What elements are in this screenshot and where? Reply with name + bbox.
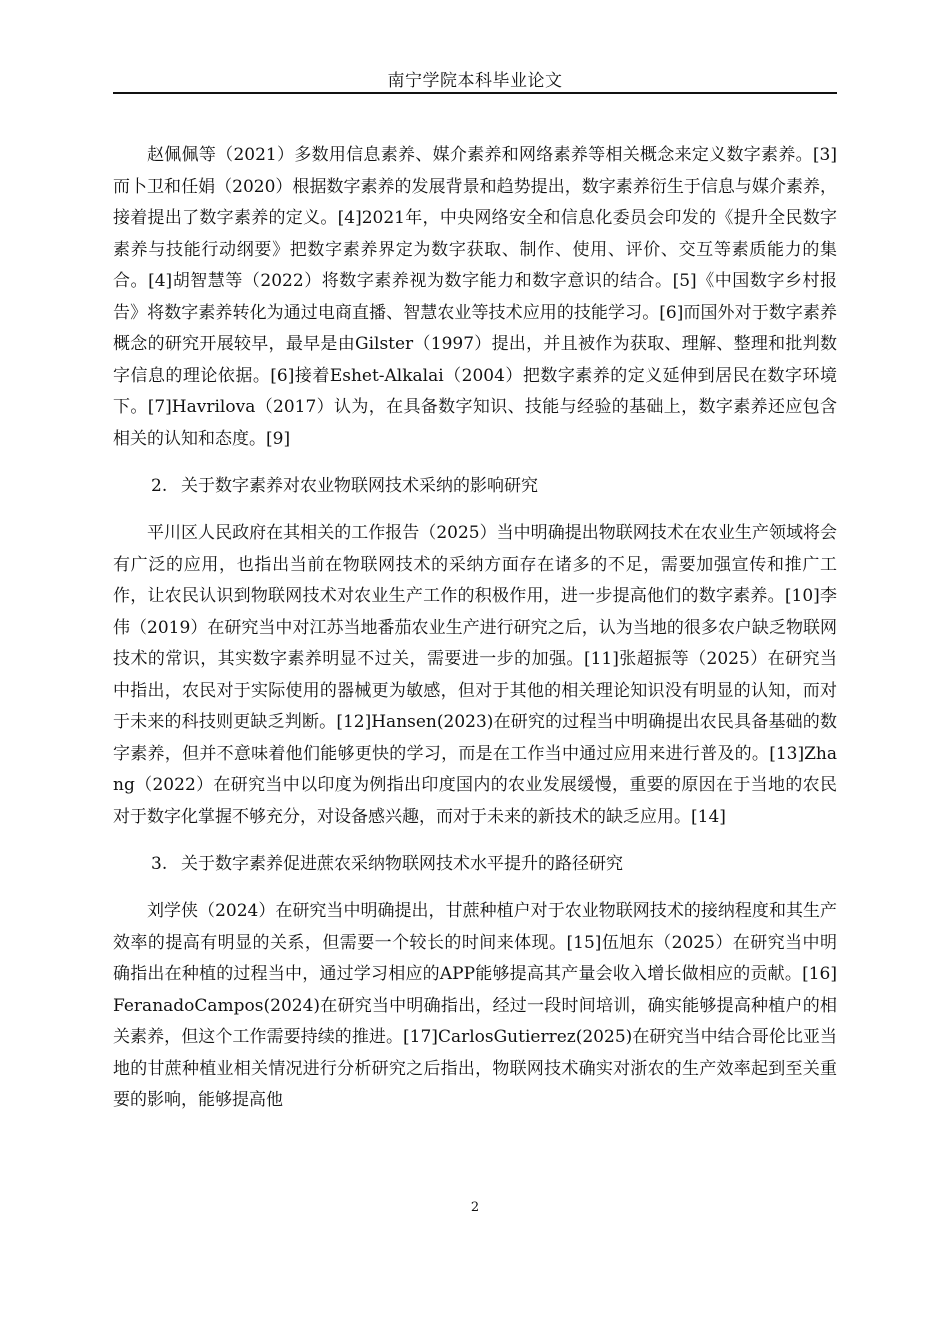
body-paragraph: 刘学侠（2024）在研究当中明确提出，甘蔗种植户对于农业物联网技术的接纳程度和其生产效率的提高有明显的关系，但需要一个较长的时间来体现。[15]伍旭东（2025）在研究当中明确指出在种植的过程当中，通过学习相应的APP能够提高其产量会收入增长做相应的贡献。[16]FeranadoCampos(2024)在研究当中明确指出，经过一段时间培训，确实能够提高种植户的相关素养，但这个工作需要持续的推进。[17]CarlosGutierrez(2025)在研究当中结合哥伦比亚当地的甘蔗种植业相关情况进行分析研究之后指出，物联网技术确实对浙农的生产效率起到至关重要的影响，能够提高他 xyxy=(113,901,837,1110)
section-number: 3. xyxy=(151,853,168,874)
section-number: 2. xyxy=(151,475,168,496)
section-heading-text: 关于数字素养对农业物联网技术采纳的影响研究 xyxy=(181,475,538,496)
body-paragraph: 平川区人民政府在其相关的工作报告（2025）当中明确提出物联网技术在农业生产领域将会有广泛的应用，也指出当前在物联网技术的采纳方面存在诸多的不足，需要加强宣传和推广工作，让农民认识到物联网技术对农业生产工作的积极作用，进一步提高他们的数字素养。[10]李伟（2019）在研究当中对江苏当地番茄农业生产进行研究之后，认为当地的很多农户缺乏物联网技术的常识，其实数字素养明显不过关，需要进一步的加强。[11]张超振等（2025）在研究当中指出，农民对于实际使用的器械更为敏感，但对于其他的相关理论知识没有明显的认知，而对于未来的科技则更缺乏判断。[12]Hansen(2023)在研究的过程当中明确提出农民具备基础的数字素养，但并不意味着他们能够更快的学习，而是在工作当中通过应用来进行普及的。[13]Zhang（2022）在研究当中以印度为例指出印度国内的农业发展缓慢，重要的原因在于当地的农民对于数字化掌握不够充分，对设备感兴趣，而对于未来的新技术的缺乏应用。[14] xyxy=(113,523,837,827)
section-heading-text: 关于数字素养促进蔗农采纳物联网技术水平提升的路径研究 xyxy=(181,853,623,874)
document-body xyxy=(113,140,837,1117)
section-heading xyxy=(113,455,837,518)
page-header-title: 南宁学院本科毕业论文 xyxy=(387,71,563,91)
header-divider xyxy=(113,92,837,94)
page-number: 2 xyxy=(470,1200,480,1215)
section-heading xyxy=(113,833,837,896)
body-paragraph: 赵佩佩等（2021）多数用信息素养、媒介素养和网络素养等相关概念来定义数字素养。[3]而卜卫和任娟（2020）根据数字素养的发展背景和趋势提出，数字素养衍生于信息与媒介素养，接着提出了数字素养的定义。[4]2021年，中央网络安全和信息化委员会印发的《提升全民数字素养与技能行动纲要》把数字素养界定为数字获取、制作、使用、评价、交互等素质能力的集合。[4]胡智慧等（2022）将数字素养视为数字能力和数字意识的结合。[5]《中国数字乡村报告》将数字素养转化为通过电商直播、智慧农业等技术应用的技能学习。[6]而国外对于数字素养概念的研究开展较早，最早是由Gilster（1997）提出，并且被作为获取、理解、整理和批判数字信息的理论依据。[6]接着Eshet-Alkalai（2004）把数字素养的定义延伸到居民在数字环境下。[7]Havrilova（2017）认为，在具备数字知识、技能与经验的基础上，数字素养还应包含相关的认知和态度。[9] xyxy=(113,145,837,449)
